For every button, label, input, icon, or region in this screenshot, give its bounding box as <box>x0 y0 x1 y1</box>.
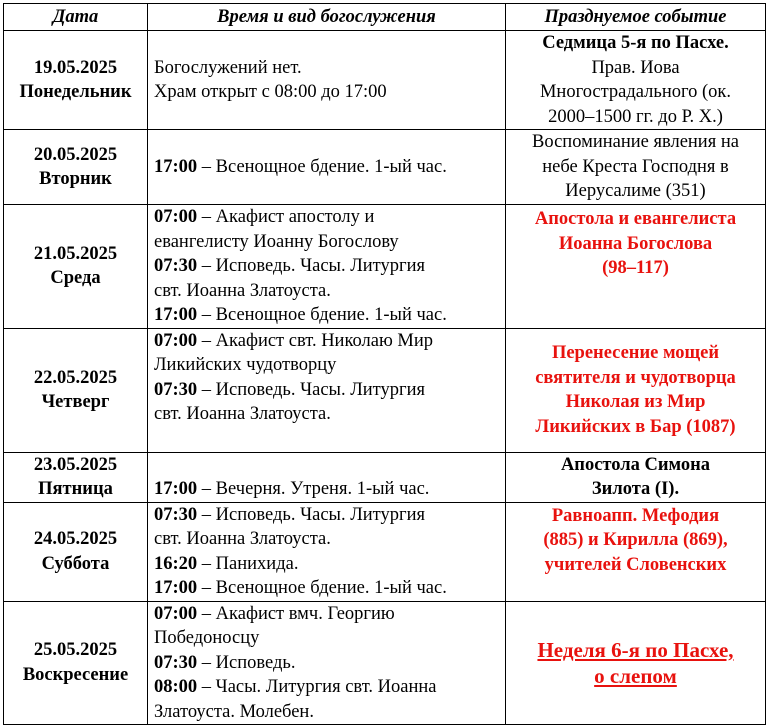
service-line <box>154 527 499 552</box>
services-cell <box>148 31 506 130</box>
service-text: – Акафист свт. Николаю Мир <box>197 330 433 351</box>
event-line: Николая из Мир <box>565 392 706 412</box>
service-time: 17:00 <box>154 578 198 598</box>
date: 21.05.2025 <box>33 243 118 264</box>
service-line <box>154 254 499 279</box>
weekday: Четверг <box>41 392 110 412</box>
event-line: Многострадального (ок. <box>539 82 732 102</box>
service-time: 08:00 <box>154 677 198 697</box>
date: 23.05.2025 <box>33 454 118 475</box>
services-cell <box>148 205 506 329</box>
event-bold-line: Седмица 5-я по Пасхе. <box>542 33 729 53</box>
date: 22.05.2025 <box>33 367 118 388</box>
weekday: Вторник <box>39 169 112 189</box>
date: 19.05.2025 <box>33 57 118 78</box>
services-cell <box>148 502 506 601</box>
service-text: – Всенощное бдение. 1-ый час. <box>197 305 447 325</box>
service-line <box>154 576 499 601</box>
service-line <box>154 205 499 230</box>
event-line: небе Креста Господня в <box>542 156 729 177</box>
table-row <box>4 31 766 130</box>
event-line: Апостола и евангелиста <box>534 209 737 229</box>
service-line <box>154 378 499 403</box>
table-row <box>4 130 766 205</box>
service-text: – Акафист апостолу и <box>197 207 375 227</box>
service-line <box>154 402 499 427</box>
services-cell <box>148 328 506 452</box>
service-time: 16:20 <box>154 553 198 574</box>
event-cell <box>506 601 766 725</box>
date-cell <box>4 452 148 502</box>
service-line <box>154 279 499 304</box>
service-text: – Исповедь. <box>197 652 296 673</box>
weekday: Воскресение <box>22 664 129 685</box>
service-text: – Акафист вмч. Георгию <box>197 603 395 624</box>
table-row <box>4 205 766 329</box>
service-line <box>154 477 499 502</box>
event-line: Апостола Симона <box>560 454 711 475</box>
event-line: учителей Словенских <box>544 554 727 575</box>
weekday: Суббота <box>41 553 110 574</box>
event-line: Иоанна Богослова <box>558 233 713 254</box>
event-line: святителя и чудотворца <box>535 367 736 388</box>
services-cell <box>148 452 506 502</box>
date-cell <box>4 601 148 725</box>
event-cell <box>506 205 766 329</box>
service-text: – Панихида. <box>197 553 299 574</box>
service-text: – Исповедь. Часы. Литургия <box>197 504 425 525</box>
service-text: – Всенощное бдение. 1-ый час. <box>197 578 447 598</box>
service-text: – Часы. Литургия свт. Иоанна <box>197 677 437 697</box>
service-line <box>154 230 499 255</box>
table-row <box>4 601 766 725</box>
date-cell <box>4 502 148 601</box>
service-line <box>154 651 499 676</box>
service-line <box>154 329 499 354</box>
service-line <box>154 353 499 378</box>
service-time: 07:30 <box>154 379 198 400</box>
service-text: свт. Иоанна Златоуста. <box>154 404 331 424</box>
service-text: Храм открыт с 08:00 до 17:00 <box>154 82 387 102</box>
header-date: Дата <box>4 4 148 31</box>
date-cell <box>4 205 148 329</box>
service-text: – Исповедь. Часы. Литургия <box>197 256 425 276</box>
service-text: свт. Иоанна Златоуста. <box>154 280 331 301</box>
service-line <box>154 552 499 577</box>
service-time: 07:30 <box>154 652 198 673</box>
event-cell <box>506 502 766 601</box>
event-line: Перенесение мощей <box>551 343 720 363</box>
event-line: (98–117) <box>602 258 669 278</box>
event-cell <box>506 130 766 205</box>
date-cell <box>4 328 148 452</box>
table-row <box>4 502 766 601</box>
service-time: 07:30 <box>154 504 198 525</box>
service-text: свт. Иоанна Златоуста. <box>154 529 331 549</box>
service-text: Победоносцу <box>154 628 260 648</box>
service-text: – Вечерня. Утреня. 1-ый час. <box>197 479 430 499</box>
event-line: Ликийских в Бар (1087) <box>535 416 736 437</box>
service-line <box>154 602 499 627</box>
date: 20.05.2025 <box>33 144 118 165</box>
event-line: Воспоминание явления на <box>532 132 739 153</box>
event-cell <box>506 31 766 130</box>
service-time: 07:00 <box>154 207 198 227</box>
date: 24.05.2025 <box>33 529 118 549</box>
services-cell <box>148 601 506 725</box>
event-cell <box>506 452 766 502</box>
event-line: о слепом <box>594 663 677 688</box>
service-text: Ликийских чудотворцу <box>154 355 337 375</box>
header-services: Время и вид богослужения <box>148 4 506 31</box>
weekday: Пятница <box>38 479 113 499</box>
service-line <box>154 503 499 528</box>
date: 25.05.2025 <box>33 640 118 661</box>
weekday: Среда <box>50 268 101 289</box>
service-time: 17:00 <box>154 305 198 325</box>
service-text: – Исповедь. Часы. Литургия <box>197 379 425 400</box>
event-line: 2000–1500 гг. до Р. Х.) <box>548 106 723 127</box>
event-line: Прав. Иова <box>591 57 680 78</box>
services-cell <box>148 130 506 205</box>
event-line: Равноапп. Мефодия <box>551 505 720 526</box>
service-time: 17:00 <box>154 156 198 177</box>
event-line: Зилота (I). <box>591 479 680 499</box>
schedule-table <box>3 3 766 725</box>
service-line <box>154 155 499 180</box>
header-event: Празднуемое событие <box>506 4 766 31</box>
service-text: евангелисту Иоанну Богослову <box>154 231 399 252</box>
event-line: Неделя 6-я по Пасхе, <box>537 637 734 662</box>
event-line: Иерусалиме (351) <box>565 181 706 202</box>
service-text: Златоуста. Молебен. <box>154 701 314 722</box>
service-line <box>154 700 499 725</box>
weekday: Понедельник <box>19 82 132 102</box>
event-line: (885) и Кирилла (869), <box>543 530 728 550</box>
service-line <box>154 303 499 328</box>
service-time: 07:00 <box>154 603 198 624</box>
table-row <box>4 328 766 452</box>
service-line <box>154 675 499 700</box>
service-text: – Всенощное бдение. 1-ый час. <box>197 156 447 177</box>
service-time: 17:00 <box>154 479 198 499</box>
service-line <box>154 80 499 105</box>
service-line <box>154 56 499 81</box>
event-cell <box>506 328 766 452</box>
table-row <box>4 452 766 502</box>
service-time: 07:00 <box>154 330 198 351</box>
service-line <box>154 626 499 651</box>
header-row <box>4 4 766 31</box>
date-cell <box>4 31 148 130</box>
service-text: Богослужений нет. <box>154 57 302 78</box>
date-cell <box>4 130 148 205</box>
service-time: 07:30 <box>154 256 198 276</box>
